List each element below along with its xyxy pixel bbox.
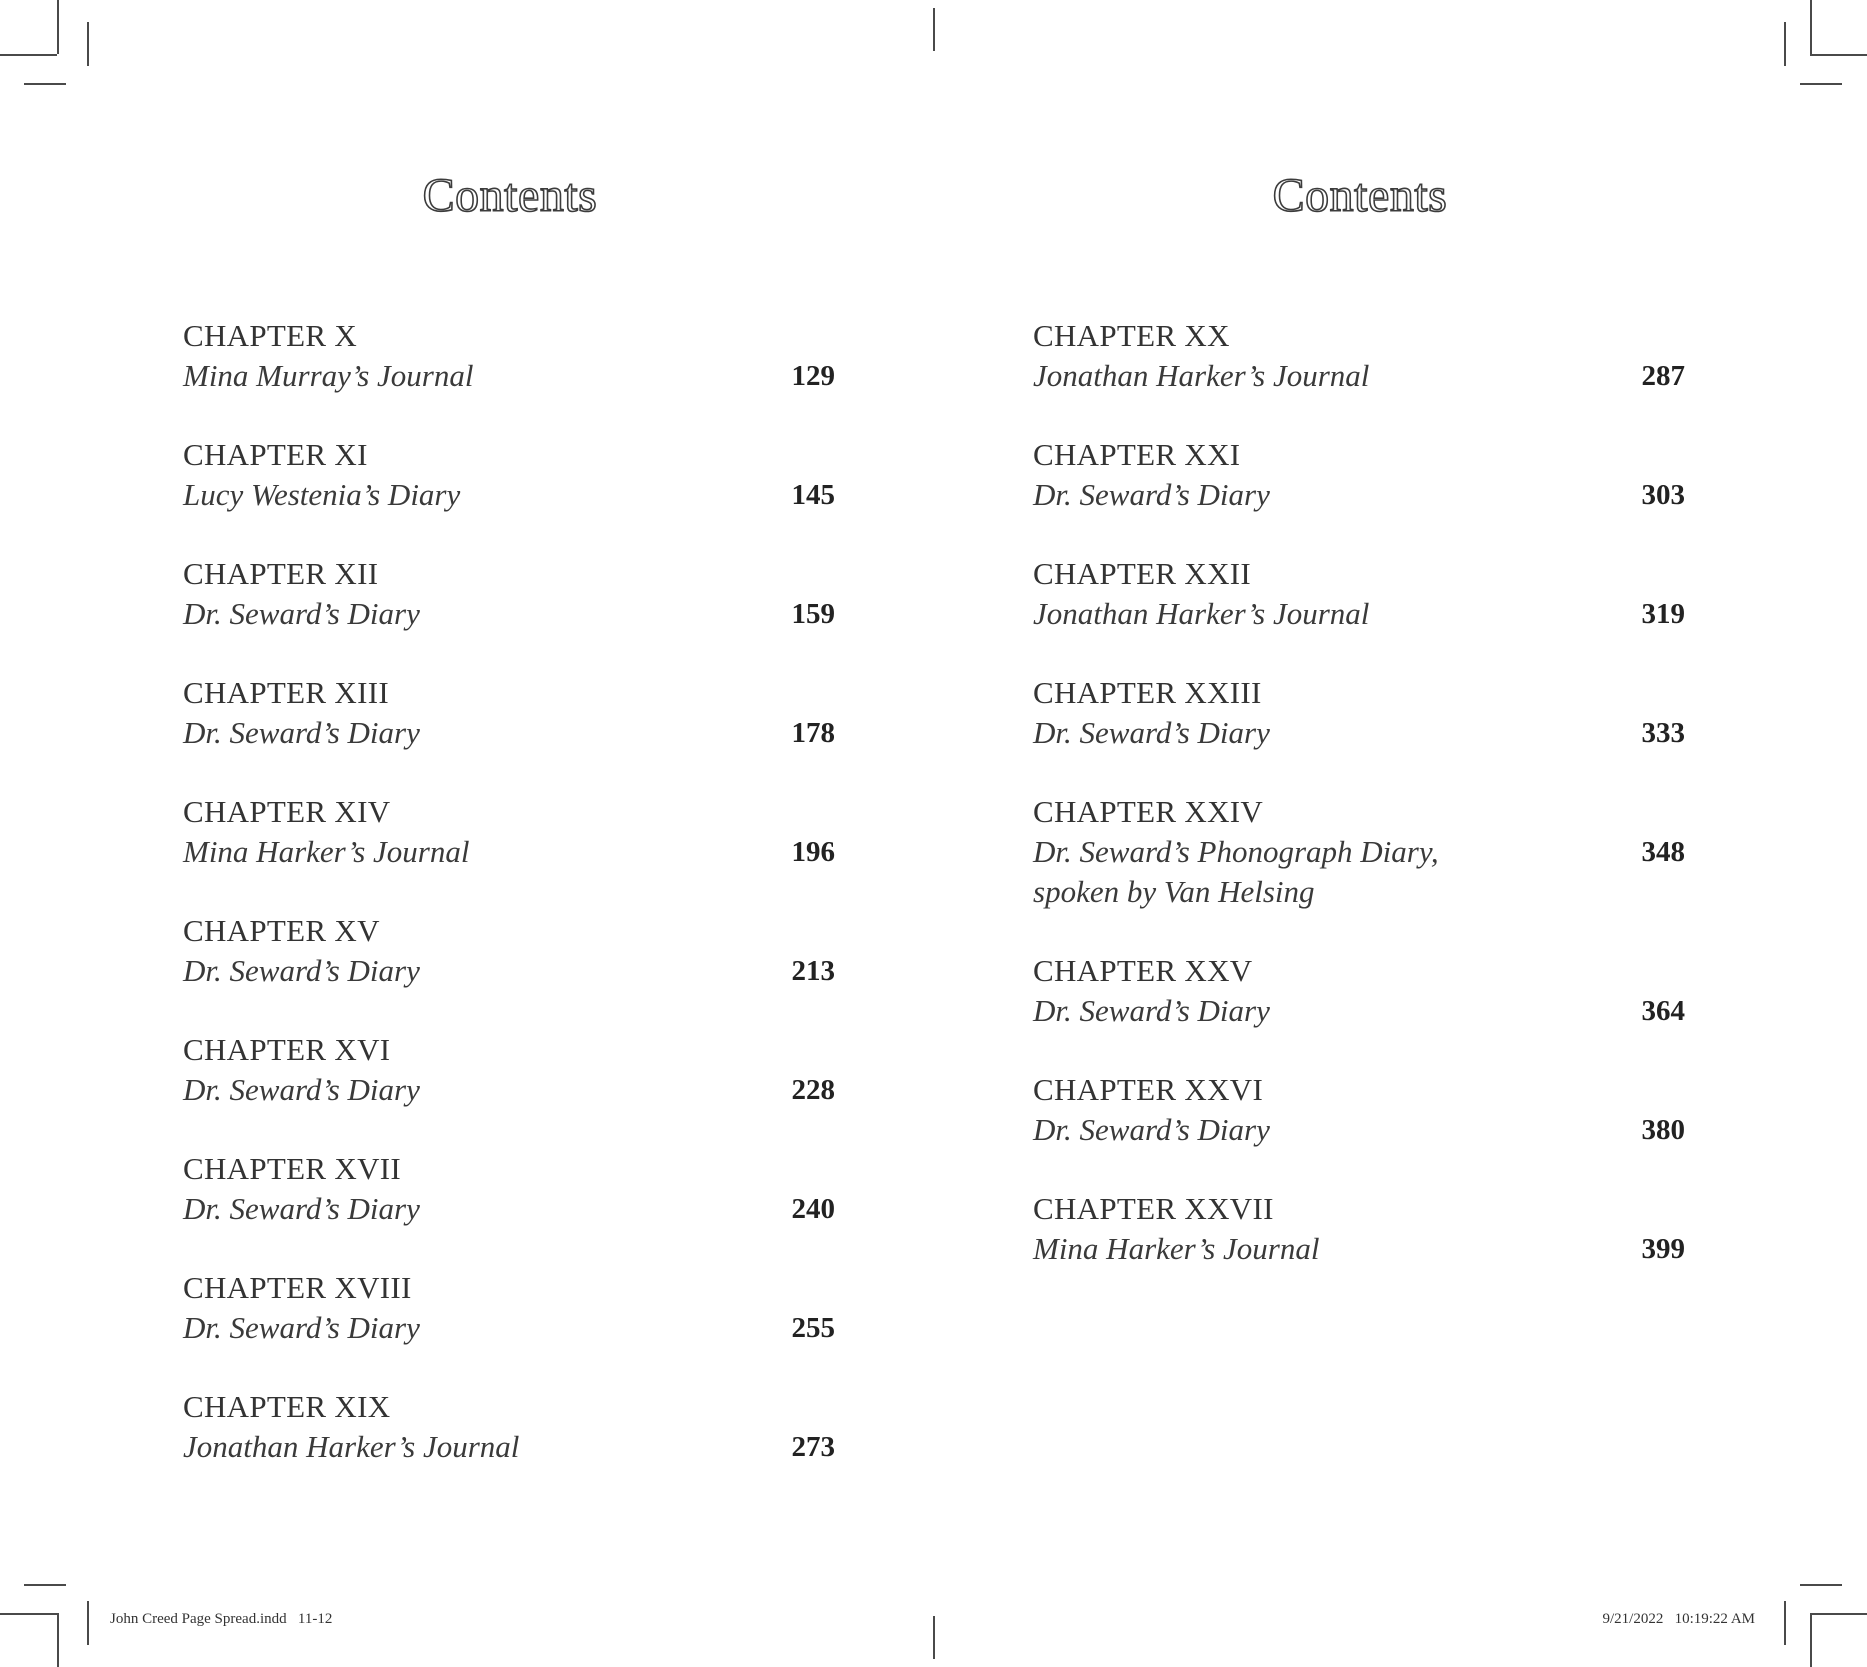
crop-mark [1800, 1584, 1842, 1586]
toc-entry [183, 1387, 835, 1467]
chapter-number: CHAPTER XVIII [183, 1270, 412, 1305]
chapter-number: CHAPTER XX [1033, 318, 1230, 353]
toc-entry [183, 1149, 835, 1229]
chapter-number: CHAPTER XV [183, 913, 380, 948]
crop-mark [1810, 1613, 1867, 1615]
crop-mark [1810, 54, 1867, 56]
toc-entry [183, 435, 835, 515]
chapter-number: CHAPTER XVI [183, 1032, 391, 1067]
page-number: 399 [1641, 1233, 1685, 1265]
chapter-title: Dr. Seward’s Diary [1033, 715, 1270, 750]
toc-entry [1033, 673, 1685, 753]
chapter-number: CHAPTER XXVI [1033, 1072, 1264, 1107]
chapter-title: Dr. Seward’s Diary [183, 1072, 420, 1107]
page-number: 240 [791, 1193, 835, 1225]
toc-entry [1033, 1189, 1685, 1269]
left-page [0, 0, 933, 1667]
page-number: 178 [791, 717, 835, 749]
chapter-number: CHAPTER XXV [1033, 953, 1253, 988]
toc-entry [183, 911, 835, 991]
chapter-number: CHAPTER XXIII [1033, 675, 1262, 710]
chapter-number: CHAPTER X [183, 318, 358, 353]
page-number: 303 [1641, 479, 1685, 511]
toc-entry [183, 1030, 835, 1110]
page-number: 228 [791, 1074, 835, 1106]
page-number: 159 [791, 598, 835, 630]
chapter-number: CHAPTER XIX [183, 1389, 391, 1424]
page-number: 129 [791, 360, 835, 392]
chapter-title: Jonathan Harker’s Journal [1033, 358, 1370, 393]
chapter-number: CHAPTER XXI [1033, 437, 1241, 472]
chapter-title: Lucy Westenia’s Diary [183, 477, 461, 512]
page-number: 287 [1641, 360, 1685, 392]
chapter-number: CHAPTER XVII [183, 1151, 402, 1186]
chapter-title: Dr. Seward’s Diary [183, 1310, 420, 1345]
right-page [850, 0, 1783, 1667]
page-number: 196 [791, 836, 835, 868]
chapter-number: CHAPTER XXII [1033, 556, 1252, 591]
toc-entry [1033, 1070, 1685, 1150]
page-number: 364 [1641, 995, 1685, 1027]
chapter-number: CHAPTER XI [183, 437, 368, 472]
toc-entry [183, 554, 835, 634]
chapter-title: Dr. Seward’s Diary [1033, 993, 1270, 1028]
chapter-title: Jonathan Harker’s Journal [183, 1429, 520, 1464]
chapter-number: CHAPTER XIII [183, 675, 389, 710]
page-number: 145 [791, 479, 835, 511]
page-number: 213 [791, 955, 835, 987]
toc-entry [1033, 792, 1685, 912]
toc-entry [1033, 951, 1685, 1031]
page-number: 348 [1641, 836, 1685, 868]
page-number: 273 [791, 1431, 835, 1463]
chapter-title: Dr. Seward’s Diary [183, 596, 420, 631]
crop-mark [1784, 22, 1786, 66]
chapter-title: Dr. Seward’s Diary [1033, 1112, 1270, 1147]
chapter-title: Dr. Seward’s Diary [183, 1191, 420, 1226]
toc-entry [183, 316, 835, 396]
slug-filename: John Creed Page Spread.indd 11-12 [110, 1611, 333, 1627]
chapter-title: Dr. Seward’s Diary [183, 715, 420, 750]
page-number: 333 [1641, 717, 1685, 749]
chapter-number: CHAPTER XIV [183, 794, 391, 829]
slug-timestamp: 9/21/2022 10:19:22 AM [1602, 1611, 1755, 1627]
toc-entry [183, 792, 835, 872]
chapter-title: Dr. Seward’s Diary [183, 953, 420, 988]
page-number: 255 [791, 1312, 835, 1344]
chapter-number: CHAPTER XXIV [1033, 794, 1264, 829]
toc-list [1033, 316, 1685, 1308]
chapter-title: Jonathan Harker’s Journal [1033, 596, 1370, 631]
toc-entry [1033, 554, 1685, 634]
toc-entry [1033, 316, 1685, 396]
chapter-title: Dr. Seward’s Diary [1033, 477, 1270, 512]
chapter-number: CHAPTER XII [183, 556, 379, 591]
toc-entry [183, 1268, 835, 1348]
crop-mark [1800, 83, 1842, 85]
page-title: Contents [1272, 169, 1448, 222]
crop-mark [1810, 1613, 1812, 1667]
chapter-title: Dr. Seward’s Phonograph Diary, spoken by Van Helsing [1033, 834, 1439, 909]
crop-mark [1784, 1601, 1786, 1645]
page-number: 380 [1641, 1114, 1685, 1146]
toc-list [183, 316, 835, 1506]
page-number: 319 [1641, 598, 1685, 630]
chapter-title: Mina Harker’s Journal [1033, 1231, 1320, 1266]
chapter-number: CHAPTER XXVII [1033, 1191, 1274, 1226]
page-title: Contents [422, 169, 598, 222]
crop-mark [1810, 0, 1812, 54]
chapter-title: Mina Harker’s Journal [183, 834, 470, 869]
toc-entry [1033, 435, 1685, 515]
chapter-title: Mina Murray’s Journal [183, 358, 474, 393]
toc-entry [183, 673, 835, 753]
